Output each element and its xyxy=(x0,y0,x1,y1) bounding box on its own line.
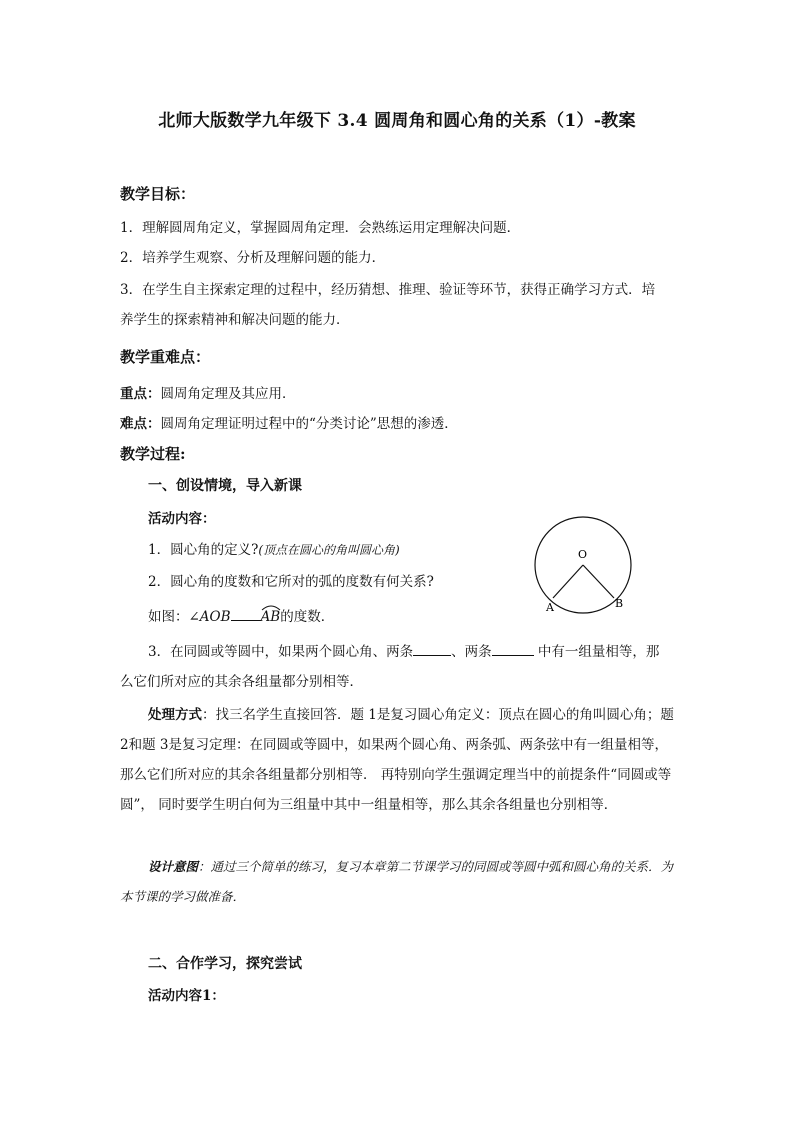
question-3-line-1 xyxy=(148,640,659,660)
radius-ob xyxy=(583,565,614,598)
answer-blank xyxy=(231,620,261,621)
radius-oa xyxy=(553,565,583,598)
section-2-heading: 二、合作学习，探究尝试 xyxy=(148,956,302,972)
arc-symbol xyxy=(261,609,281,625)
question-1 xyxy=(148,538,400,558)
question-2-figure-ref xyxy=(148,605,334,625)
question-1-text: 1．圆心角的定义? xyxy=(148,542,259,558)
objectives-heading: 教学目标： xyxy=(120,185,196,203)
design-paragraph xyxy=(120,852,675,912)
difficult-text: 圆周角定理证明过程中的“分类讨论”思想的渗透． xyxy=(160,416,458,432)
point-a-label: A xyxy=(546,601,554,614)
design-text: ：通过三个简单的练习，复习本章第二节课学习的同圆或等圆中弧和圆心角的关系．为本节课的学习做准备． xyxy=(120,859,674,904)
keypoints-heading: 教学重难点： xyxy=(120,348,211,366)
question-1-note: (顶点在圆心的角叫圆心角) xyxy=(258,543,400,557)
method-paragraph xyxy=(120,700,675,820)
key-point xyxy=(120,382,296,402)
key-text: 圆周角定理及其应用． xyxy=(160,386,296,402)
section-1-heading: 一、创设情境，导入新课 xyxy=(148,478,302,494)
design-label: 设计意图 xyxy=(148,859,199,874)
arc-mark-icon xyxy=(261,603,281,611)
question-2: 2．圆心角的度数和它所对的弧的度数有何关系? xyxy=(148,574,434,590)
question-3-text-c: 中有一组量相等，那 xyxy=(533,644,660,660)
key-label: 重点： xyxy=(120,386,161,402)
point-b-label: B xyxy=(615,597,624,610)
objective-item: 1．理解圆周角定义，掌握圆周角定理．会熟练运用定理解决问题． xyxy=(120,220,521,236)
process-heading: 教学过程: xyxy=(120,445,186,463)
difficult-point xyxy=(120,412,458,432)
figure-ref-suffix: 的度数． xyxy=(280,609,335,625)
activity-1-heading: 活动内容1： xyxy=(148,988,225,1004)
difficult-label: 难点： xyxy=(120,416,161,432)
method-label: 处理方式 xyxy=(148,707,202,723)
objective-item: 3．在学生自主探索定理的过程中，经历猜想、推理、验证等环节，获得正确学习方式．培 xyxy=(120,282,656,298)
question-3-text-b: 、两条 xyxy=(451,644,492,660)
question-3-line-2: 么它们所对应的其余各组量都分别相等． xyxy=(120,674,363,690)
objective-item: 养学生的探索精神和解决问题的能力． xyxy=(120,312,350,328)
answer-blank xyxy=(492,655,534,656)
point-o-label: O xyxy=(578,548,588,561)
circle-figure xyxy=(530,514,640,619)
document-title: 北师大版数学九年级下 3.4 圆周角和圆心角的关系（1）-教案 xyxy=(158,111,636,131)
objective-item: 2．培养学生观察、分析及理解问题的能力． xyxy=(120,250,386,266)
question-3-text-a: 3．在同圆或等圆中，如果两个圆心角、两条 xyxy=(148,644,414,660)
figure-ref-prefix: 如图： xyxy=(148,609,189,625)
method-text: ：找三名学生直接回答．题 1是复习圆心角定义：顶点在圆心的角叫圆心角；题 2和题 3是复习定理：在同圆或等圆中，如果两个圆心角、两条弧、两条弦中有一组量相等，那么它们所对应的其余各组量都分别相等． 再特别向学生强调定理当中的前提条件“同圆或等圆”， 同时要学生明白何为三组量中其中一组量相等，那么其余各组量也分别相等． xyxy=(120,707,674,813)
arc-ab-label: AB xyxy=(260,609,281,625)
answer-blank xyxy=(413,655,451,656)
activity-heading: 活动内容： xyxy=(148,511,216,527)
angle-aob: ∠AOB xyxy=(188,609,231,625)
